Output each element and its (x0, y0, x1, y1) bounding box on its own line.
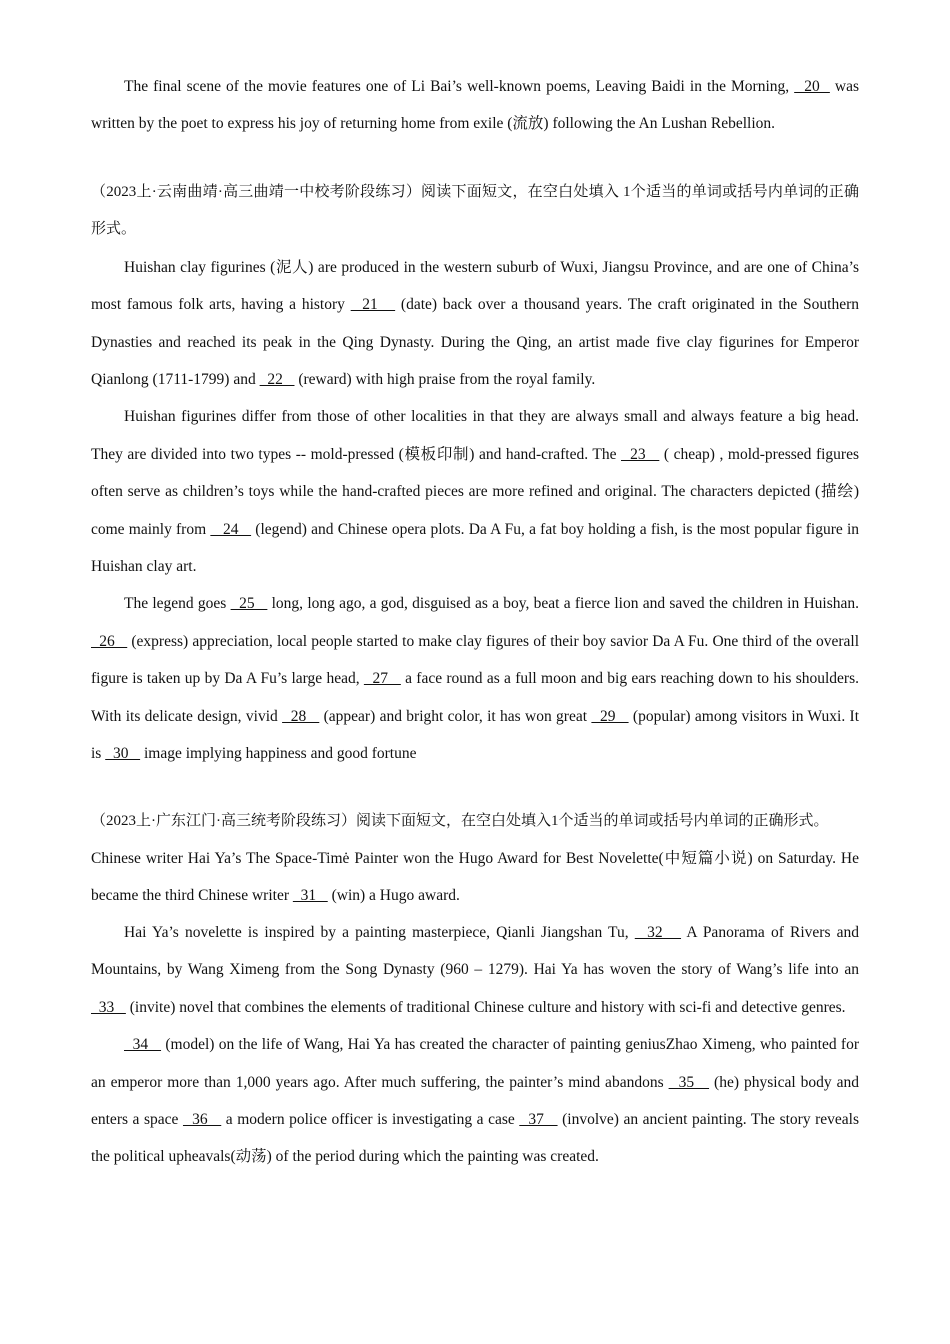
passage2-source-instruction: （2023上·云南曲靖·高三曲靖一中校考阶段练习）阅读下面短文，在空白处填入 1个适当的单词或括号内单词的正确形式。 (91, 183, 859, 238)
section-spacer (91, 143, 859, 174)
answer-blank[interactable]: 31 (292, 887, 328, 904)
answer-blank[interactable]: 20 (794, 78, 830, 95)
passage2-paragraph-1: Huishan clay figurines (泥人) are produced in the western suburb of Wuxi, Jiangsu Province, and are one of China’s most famous folk arts, having a history 21 (date) back over a thousand years. The craft originated in the Southern Dynasties and reached its peak in the Qing Dynasty. During the Qing, an artist made five clay figurines for Emperor Qianlong (1711-1799) and 22 (reward) with high praise from the royal family. (91, 258, 860, 389)
answer-blank[interactable]: 23 (621, 445, 660, 463)
passage3-paragraph-1: Hai Ya’s novelette is inspired by a painting masterpiece, Qianli Jiangshan Tu, 32 A Panorama of Rivers and Mountains, by Wang Ximeng from the Song Dynasty (960 – 1279). Hai Ya has woven the story of Wang’s life into an 33 (invite) novel that combines the elements of traditional Chinese culture and history with sci-fi and detective genres. (91, 924, 860, 1016)
passage3-source-instruction: （2023上·广东江门·高三统考阶段练习）阅读下面短文，在空白处填入1个适当的单词或括号内单词的正确形式。 (91, 812, 829, 829)
answer-blank[interactable]: 33 (91, 998, 126, 1016)
section-spacer (91, 773, 859, 803)
answer-blank[interactable]: 35 (668, 1073, 710, 1091)
answer-blank[interactable]: 36 (182, 1111, 222, 1129)
passage2-paragraph-3: The legend goes 25 long, long ago, a god, disguised as a boy, beat a fierce lion and saved the children in Huishan. 26 (express) appreciation, local people started to make clay figures of their boy savior Da A Fu. One third of the overall figure is taken up by Da A Fu’s large head, 27 a face round as a full moon and big ears reaching down to his shoulders. With its delicate design, vivid 28 (appear) and bright color, it has won great 29 (popular) among visitors in Wuxi. It is 30 image implying happiness and good fortune (91, 595, 860, 763)
answer-blank[interactable]: 22 (259, 371, 295, 389)
answer-blank[interactable]: 29 (591, 707, 629, 725)
passage3-paragraph-2: 34 (model) on the life of Wang, Hai Ya has created the character of painting geniusZhao Ximeng, who painted for an emperor more than 1,000 years ago. After much suffering, the painter’s mind abandons 35 (he) physical body and enters a space 36 a modern police officer is investigating a case 37 (involve) an ancient painting. The story reveals the political upheavals(动荡) of the period during which the painting was created. (91, 1036, 860, 1166)
answer-blank[interactable]: 28 (282, 707, 320, 725)
answer-blank[interactable]: 24 (210, 520, 252, 538)
answer-blank[interactable]: 34 (124, 1036, 162, 1054)
answer-blank[interactable]: 32 (634, 924, 682, 941)
document-page (91, 68, 859, 1176)
answer-blank[interactable]: 37 (519, 1111, 558, 1129)
answer-blank[interactable]: 21 (350, 296, 396, 314)
answer-blank[interactable]: 26 (91, 632, 128, 650)
answer-blank[interactable]: 27 (363, 670, 401, 688)
passage2-paragraph-2: Huishan figurines differ from those of other localities in that they are always small and always feature a big head. They are divided into two types -- mold-pressed (模板印制) and hand-crafted. The 23 ( cheap) , mold-pressed figures often serve as children’s toys while the hand-crafted pieces are more refined and original. The characters depicted (描绘) come mainly from 24 (legend) and Chinese opera plots. Da A Fu, a fat boy holding a fish, is the most popular figure in Huishan clay art. (91, 408, 860, 576)
passage3-intro-paragraph: Chinese writer Hai Ya’s The Space-Timė Painter won the Hugo Award for Best Novelette(中短篇小说) on Saturday. He became the third Chinese writer 31 (win) a Hugo award. (91, 850, 859, 904)
answer-blank[interactable]: 25 (230, 595, 268, 613)
answer-blank[interactable]: 30 (105, 745, 141, 763)
passage1-paragraph: The final scene of the movie features one of Li Bai’s well-known poems, Leaving Baidi in the Morning, 20 was written by the poet to express his joy of returning home from exile (流放) following the An Lushan Rebellion. (91, 78, 860, 133)
